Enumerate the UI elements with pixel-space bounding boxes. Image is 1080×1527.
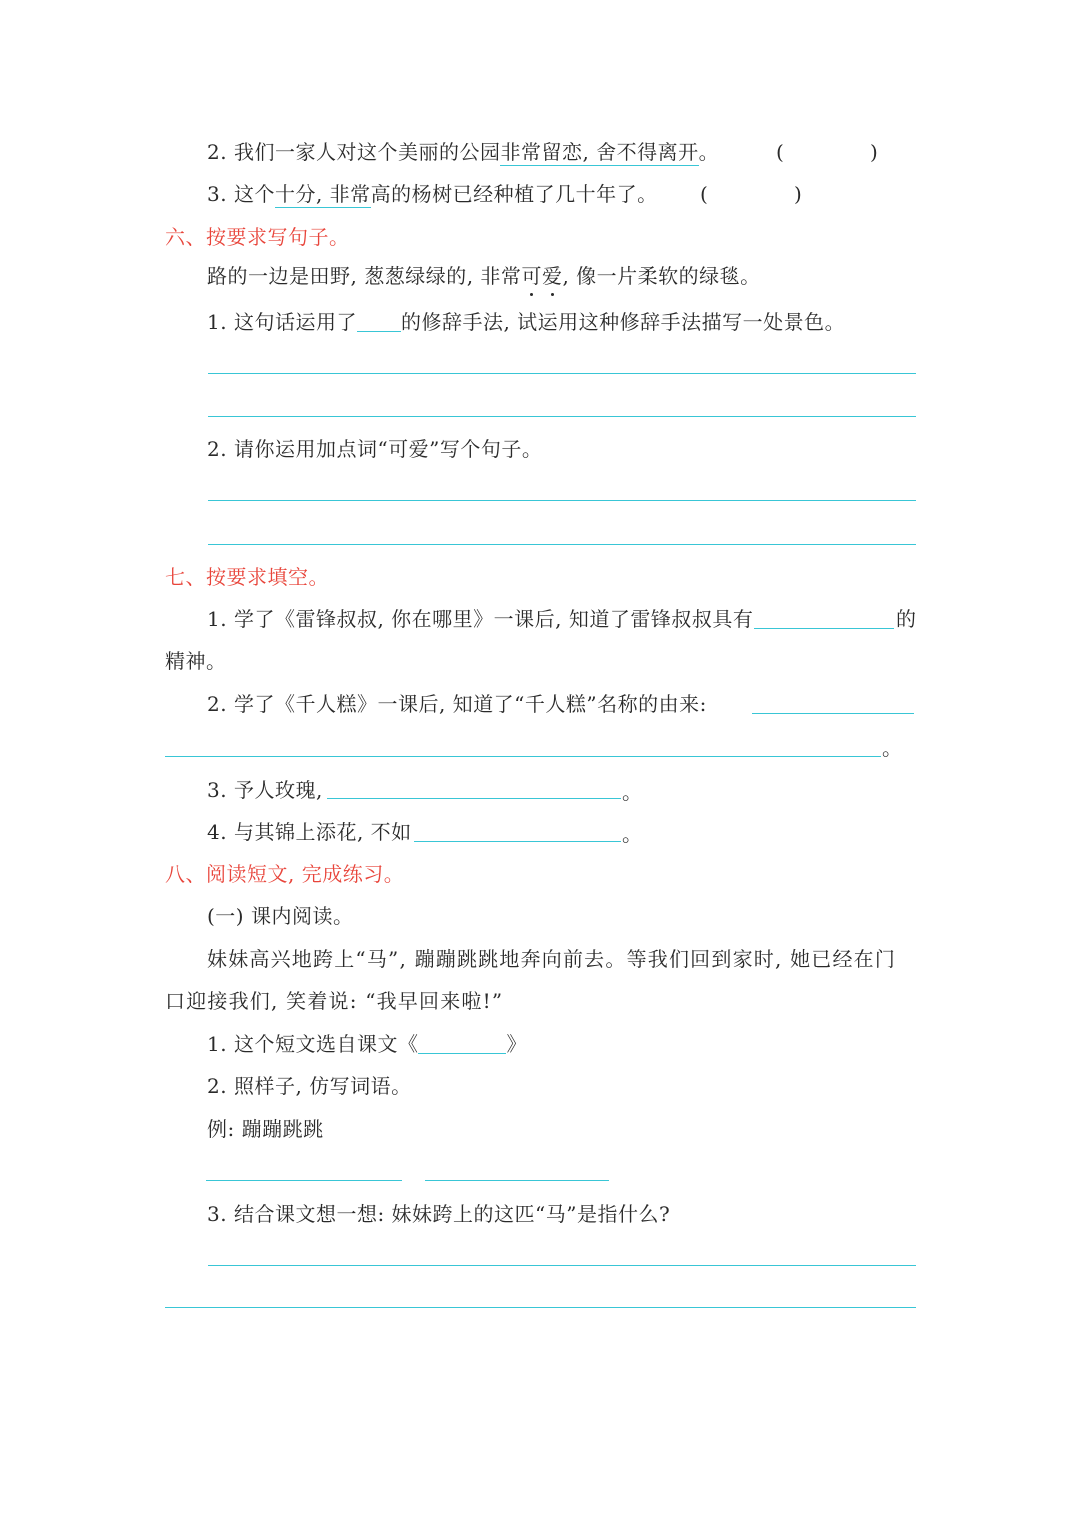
s8-q2-answer-blank-1[interactable] [206, 1180, 402, 1181]
s5-q3-rest: 高的杨树已经种植了几十年了。 [370, 182, 658, 206]
s5-q2-underlined: 非常留恋, 舍不得离开 [500, 140, 699, 164]
s8-passage-line-1: 妹妹高兴地跨上“马”, 蹦蹦跳跳地奔向前去。等我们回到家时, 她已经在门 [207, 947, 897, 971]
s8-question-1 [207, 1030, 527, 1058]
s7-q3-end: 。 [622, 780, 643, 804]
s6-q1-text: 1. 这句话运用了 [207, 310, 357, 334]
s8-q1-text: 1. 这个短文选自课文《 [207, 1032, 419, 1056]
s5-q3-underlined: 十分, 非常 [274, 182, 371, 206]
s6-sentence [207, 262, 761, 290]
s5-question-3 [207, 180, 658, 208]
s8-passage-line-2: 口迎接我们, 笑着说: “我早回来啦!” [165, 989, 504, 1013]
s8-question-2: 2. 照样子, 仿写词语。 [207, 1074, 412, 1098]
s6-question-1 [207, 308, 845, 336]
s5-q3-paren-close: ) [794, 182, 803, 206]
s5-q2-paren-open: ( [776, 140, 785, 164]
s7-q1-continuation: 精神。 [165, 649, 227, 673]
s5-q2-end: 。 [698, 140, 720, 164]
s7-q2-blank-2[interactable] [165, 756, 881, 757]
s6-dotted-char-2: 爱 [541, 264, 563, 288]
s6-question-2: 2. 请你运用加点词“可爱”写个句子。 [207, 437, 543, 461]
s7-q3-blank[interactable] [327, 798, 621, 799]
s8-q3-answer-line-1[interactable] [208, 1265, 916, 1266]
s6-q1-answer-line-1[interactable] [208, 373, 916, 374]
section-6-heading: 六、按要求写句子。 [165, 225, 350, 249]
s6-dotted-char-1: 可 [521, 264, 542, 288]
s5-q2-paren-close: ) [870, 140, 879, 164]
s7-q4-blank[interactable] [414, 841, 621, 842]
s8-question-3: 3. 结合课文想一想: 妹妹跨上的这匹“马”是指什么? [207, 1202, 671, 1226]
s5-q2-text: 2. 我们一家人对这个美丽的公园 [207, 140, 501, 164]
section-7-heading: 七、按要求填空。 [165, 565, 329, 589]
s6-q1-answer-line-2[interactable] [208, 416, 916, 417]
s7-question-1 [207, 605, 753, 633]
s8-subheading: (一) 课内阅读。 [207, 904, 354, 928]
s6-sentence-part-a: 路的一边是田野, 葱葱绿绿的, 非常 [207, 264, 522, 288]
s7-q2-end: 。 [882, 736, 903, 760]
s8-q3-answer-line-2[interactable] [165, 1307, 916, 1308]
s6-q1-rest: 的修辞手法, 试运用这种修辞手法描写一处景色。 [400, 310, 846, 334]
s6-sentence-part-b: , 像一片柔软的绿毯。 [562, 264, 761, 288]
s6-q2-answer-line-2[interactable] [208, 544, 916, 545]
s7-question-4: 4. 与其锦上添花, 不如 [207, 820, 412, 844]
s7-question-3: 3. 予人玫瑰, [207, 778, 323, 802]
s7-q2-blank-1[interactable] [752, 713, 914, 714]
s7-q1-blank[interactable] [754, 628, 894, 629]
s6-q1-blank[interactable] [357, 309, 401, 332]
s5-q3-paren-open: ( [700, 182, 709, 206]
s8-q1-end: 》 [506, 1032, 527, 1056]
s5-q3-text: 3. 这个 [207, 182, 275, 206]
section-8-heading: 八、阅读短文, 完成练习。 [165, 862, 405, 886]
s5-question-2 [207, 138, 719, 166]
s7-q1-text: 1. 学了《雷锋叔叔, 你在哪里》一课后, 知道了雷锋叔叔具有 [207, 607, 754, 631]
s7-question-2: 2. 学了《千人糕》一课后, 知道了“千人糕”名称的由来: [207, 692, 707, 716]
s6-q2-answer-line-1[interactable] [208, 500, 916, 501]
s7-q4-end: 。 [622, 822, 643, 846]
s8-q1-blank[interactable] [418, 1031, 506, 1054]
s8-q2-answer-blank-2[interactable] [425, 1180, 609, 1181]
s7-q1-end: 的 [896, 607, 917, 631]
s8-example: 例: 蹦蹦跳跳 [207, 1117, 324, 1141]
